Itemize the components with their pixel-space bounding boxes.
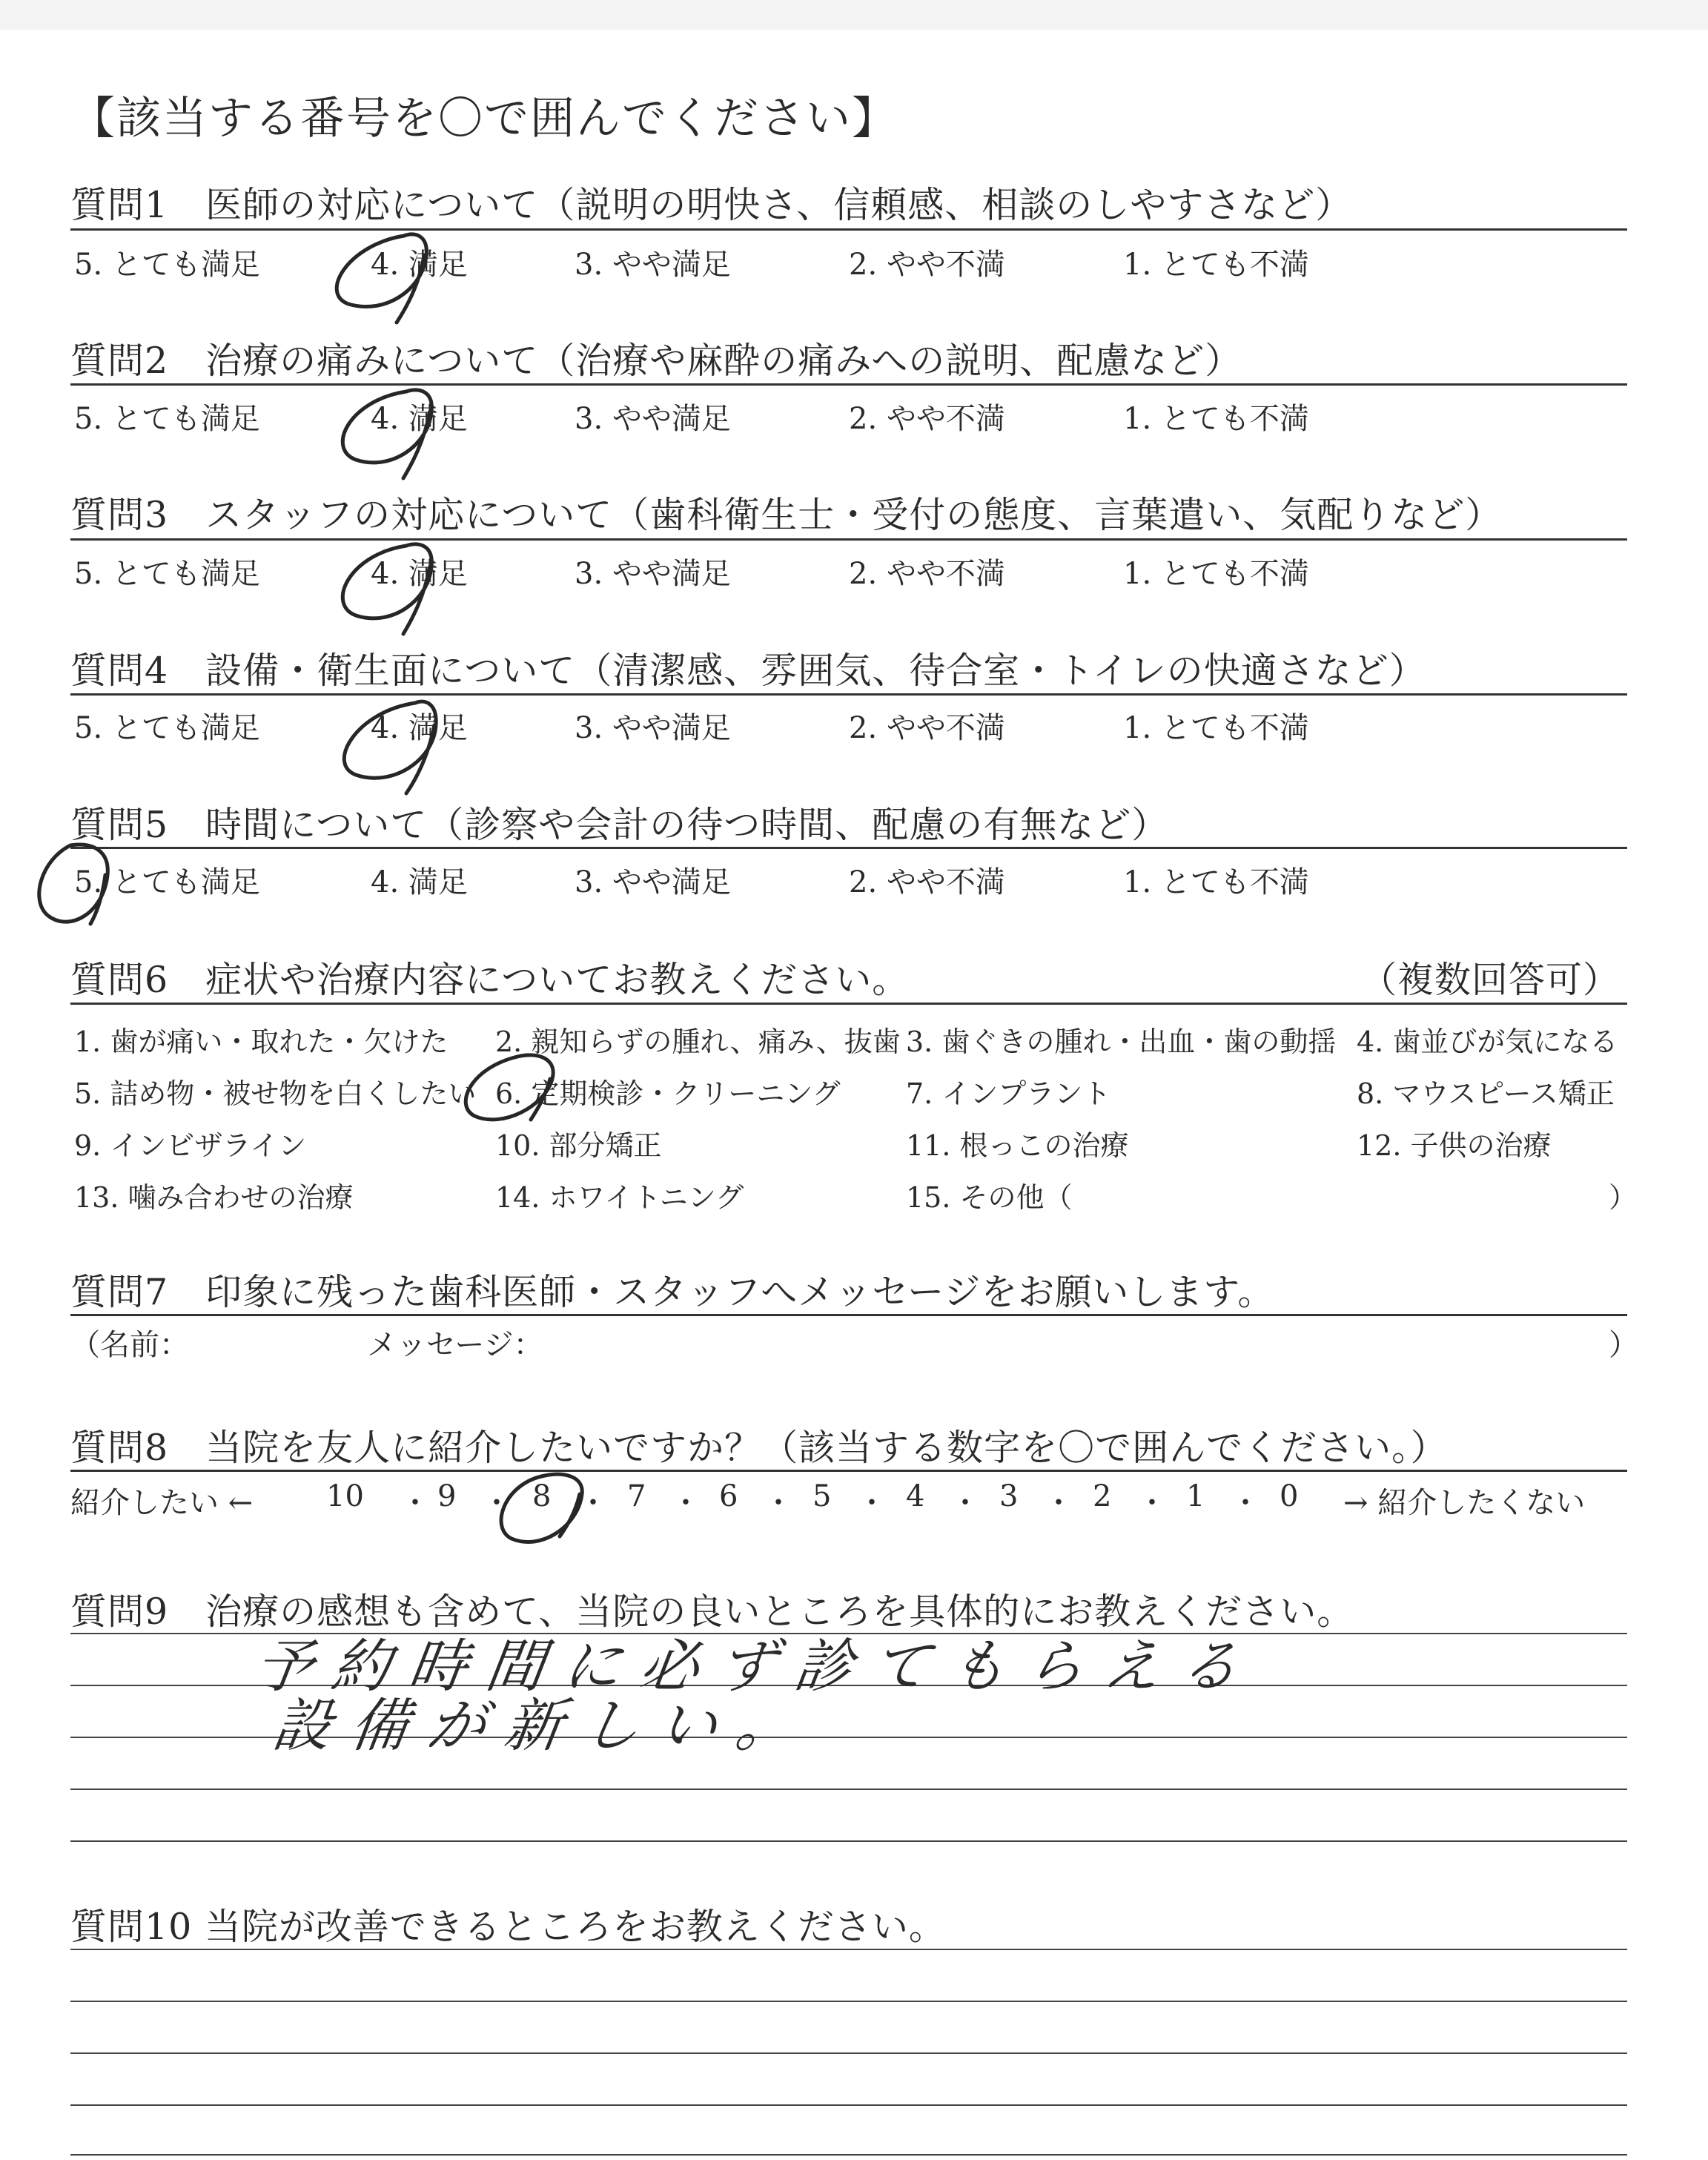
q2-option-4[interactable]: 4. 満足 — [371, 402, 468, 436]
q6-option-5[interactable]: 5. 詰め物・被せ物を白くしたい — [74, 1077, 477, 1110]
q1-option-1[interactable]: 1. とても不満 — [1123, 248, 1309, 282]
q6-option-14[interactable]: 14. ホワイトニング — [495, 1181, 744, 1214]
q8-scale-dot: ・ — [764, 1486, 793, 1520]
q6-option-6[interactable]: 6. 定期検診・クリーニング — [495, 1077, 841, 1110]
question-9-title: 質問9 治療の感想も含めて、当院の良いところを具体的にお教えください。 — [70, 1591, 1354, 1633]
q6-option-8[interactable]: 8. マウスピース矯正 — [1357, 1077, 1615, 1110]
question-3-rule — [70, 538, 1627, 541]
q8-scale-0[interactable]: 0 — [1280, 1479, 1299, 1513]
q6-option-12[interactable]: 12. 子供の治療 — [1357, 1129, 1552, 1162]
q6-option-7[interactable]: 7. インプラント — [906, 1077, 1111, 1110]
q8-scale-9[interactable]: 9 — [437, 1479, 457, 1513]
question-10-title: 質問10 当院が改善できるところをお教えください。 — [70, 1906, 946, 1948]
question-4-rule — [70, 693, 1627, 696]
q4-option-5[interactable]: 5. とても満足 — [74, 711, 260, 745]
q6-option-15[interactable]: 15. その他（ — [906, 1181, 1073, 1214]
q8-scale-dot: ・ — [400, 1486, 430, 1520]
q4-option-4[interactable]: 4. 満足 — [371, 711, 468, 745]
q1-option-5[interactable]: 5. とても満足 — [74, 248, 260, 282]
q8-scale-dot: ・ — [1137, 1486, 1167, 1520]
q8-scale-6[interactable]: 6 — [719, 1479, 738, 1513]
question-2-rule — [70, 383, 1627, 386]
q6-option-9[interactable]: 9. インビザライン — [74, 1129, 307, 1162]
q2-option-2[interactable]: 2. やや不満 — [849, 402, 1005, 436]
q5-option-2[interactable]: 2. やや不満 — [849, 865, 1005, 899]
q8-scale-3[interactable]: 3 — [999, 1479, 1019, 1513]
q6-option-13[interactable]: 13. 噛み合わせの治療 — [74, 1181, 354, 1214]
q8-scale-8[interactable]: 8 — [532, 1479, 552, 1513]
q7-close-paren: ） — [1609, 1328, 1638, 1362]
question-2-title: 質問2 治療の痛みについて（治療や麻酔の痛みへの説明、配慮など） — [70, 340, 1242, 382]
q8-left-label: 紹介したい ← — [70, 1486, 254, 1520]
q8-scale-dot: ・ — [1231, 1486, 1260, 1520]
question-5-rule — [70, 847, 1627, 849]
q9-write-line — [70, 1789, 1627, 1790]
question-7-rule — [70, 1314, 1627, 1316]
q10-write-line — [70, 1949, 1627, 1950]
q10-write-line — [70, 2154, 1627, 2156]
q1-option-4[interactable]: 4. 満足 — [371, 248, 468, 282]
question-6-rule — [70, 1003, 1627, 1005]
question-7-title: 質問7 印象に残った歯科医師・スタッフへメッセージをお願いします。 — [70, 1271, 1275, 1313]
q8-scale-5[interactable]: 5 — [812, 1479, 832, 1513]
q2-option-1[interactable]: 1. とても不満 — [1123, 402, 1309, 436]
q2-option-3[interactable]: 3. やや満足 — [575, 402, 731, 436]
question-1-rule — [70, 228, 1627, 231]
q4-option-1[interactable]: 1. とても不満 — [1123, 711, 1309, 745]
q3-option-2[interactable]: 2. やや不満 — [849, 557, 1005, 591]
q8-scale-dot: ・ — [1044, 1486, 1073, 1520]
q6-option-10[interactable]: 10. 部分矯正 — [495, 1129, 662, 1162]
q8-scale-7[interactable]: 7 — [627, 1479, 646, 1513]
q6-option-11[interactable]: 11. 根っこの治療 — [906, 1129, 1129, 1162]
q6-other-close-paren: ） — [1609, 1181, 1638, 1214]
q6-option-1[interactable]: 1. 歯が痛い・取れた・欠けた — [74, 1025, 448, 1058]
question-3-title: 質問3 スタッフの対応について（歯科衛生士・受付の態度、言葉遣い、気配りなど） — [70, 494, 1503, 536]
q8-right-label: → 紹介したくない — [1343, 1486, 1586, 1520]
q8-scale-dot: ・ — [578, 1486, 608, 1520]
form-heading: 【該当する番号を〇で囲んでください】 — [70, 93, 898, 145]
q3-option-4[interactable]: 4. 満足 — [371, 557, 468, 591]
q8-scale-dot: ・ — [857, 1486, 887, 1520]
q4-option-2[interactable]: 2. やや不満 — [849, 711, 1005, 745]
question-6-note: （複数回答可） — [1360, 959, 1621, 1001]
q6-option-4[interactable]: 4. 歯並びが気になる — [1357, 1025, 1618, 1058]
q7-name-label: （名前： — [70, 1328, 189, 1362]
q3-option-3[interactable]: 3. やや満足 — [575, 557, 731, 591]
q10-write-line — [70, 2104, 1627, 2106]
q1-option-2[interactable]: 2. やや不満 — [849, 248, 1005, 282]
q2-option-5[interactable]: 5. とても満足 — [74, 402, 260, 436]
q10-write-line — [70, 2052, 1627, 2054]
q9-write-line — [70, 1840, 1627, 1842]
q9-handwritten-answer-line-2: 設備が新しい。 — [268, 1693, 818, 1760]
question-8-rule — [70, 1470, 1627, 1472]
q8-scale-2[interactable]: 2 — [1093, 1479, 1112, 1513]
q10-write-line — [70, 2001, 1627, 2002]
q1-option-3[interactable]: 3. やや満足 — [575, 248, 731, 282]
q5-option-5[interactable]: 5. とても満足 — [74, 865, 260, 899]
q8-scale-dot: ・ — [482, 1486, 512, 1520]
q5-option-3[interactable]: 3. やや満足 — [575, 865, 731, 899]
question-6-title: 質問6 症状や治療内容についてお教えください。 — [70, 959, 910, 1001]
q8-scale-4[interactable]: 4 — [906, 1479, 925, 1513]
q7-message-label: メッセージ： — [367, 1328, 543, 1362]
question-5-title: 質問5 時間について（診察や会計の待つ時間、配慮の有無など） — [70, 804, 1169, 846]
q6-option-3[interactable]: 3. 歯ぐきの腫れ・出血・歯の動揺 — [906, 1025, 1337, 1058]
q4-option-3[interactable]: 3. やや満足 — [575, 711, 731, 745]
q3-option-5[interactable]: 5. とても満足 — [74, 557, 260, 591]
question-8-title: 質問8 当院を友人に紹介したいですか？（該当する数字を〇で囲んでください。） — [70, 1427, 1448, 1469]
q8-scale-dot: ・ — [950, 1486, 980, 1520]
q6-option-2[interactable]: 2. 親知らずの腫れ、痛み、抜歯 — [495, 1025, 901, 1058]
q8-scale-10[interactable]: 10 — [326, 1479, 364, 1513]
q3-option-1[interactable]: 1. とても不満 — [1123, 557, 1309, 591]
q5-option-4[interactable]: 4. 満足 — [371, 865, 468, 899]
scan-top-edge — [0, 0, 1708, 30]
q8-scale-dot: ・ — [671, 1486, 701, 1520]
q8-scale-1[interactable]: 1 — [1186, 1479, 1205, 1513]
q9-handwritten-answer-line-1: 予約時間に必ず診てもらえる — [250, 1634, 1262, 1700]
q5-option-1[interactable]: 1. とても不満 — [1123, 865, 1309, 899]
question-4-title: 質問4 設備・衛生面について（清潔感、雰囲気、待合室・トイレの快適さなど） — [70, 650, 1426, 692]
question-1-title: 質問1 医師の対応について（説明の明快さ、信頼感、相談のしやすさなど） — [70, 184, 1353, 226]
